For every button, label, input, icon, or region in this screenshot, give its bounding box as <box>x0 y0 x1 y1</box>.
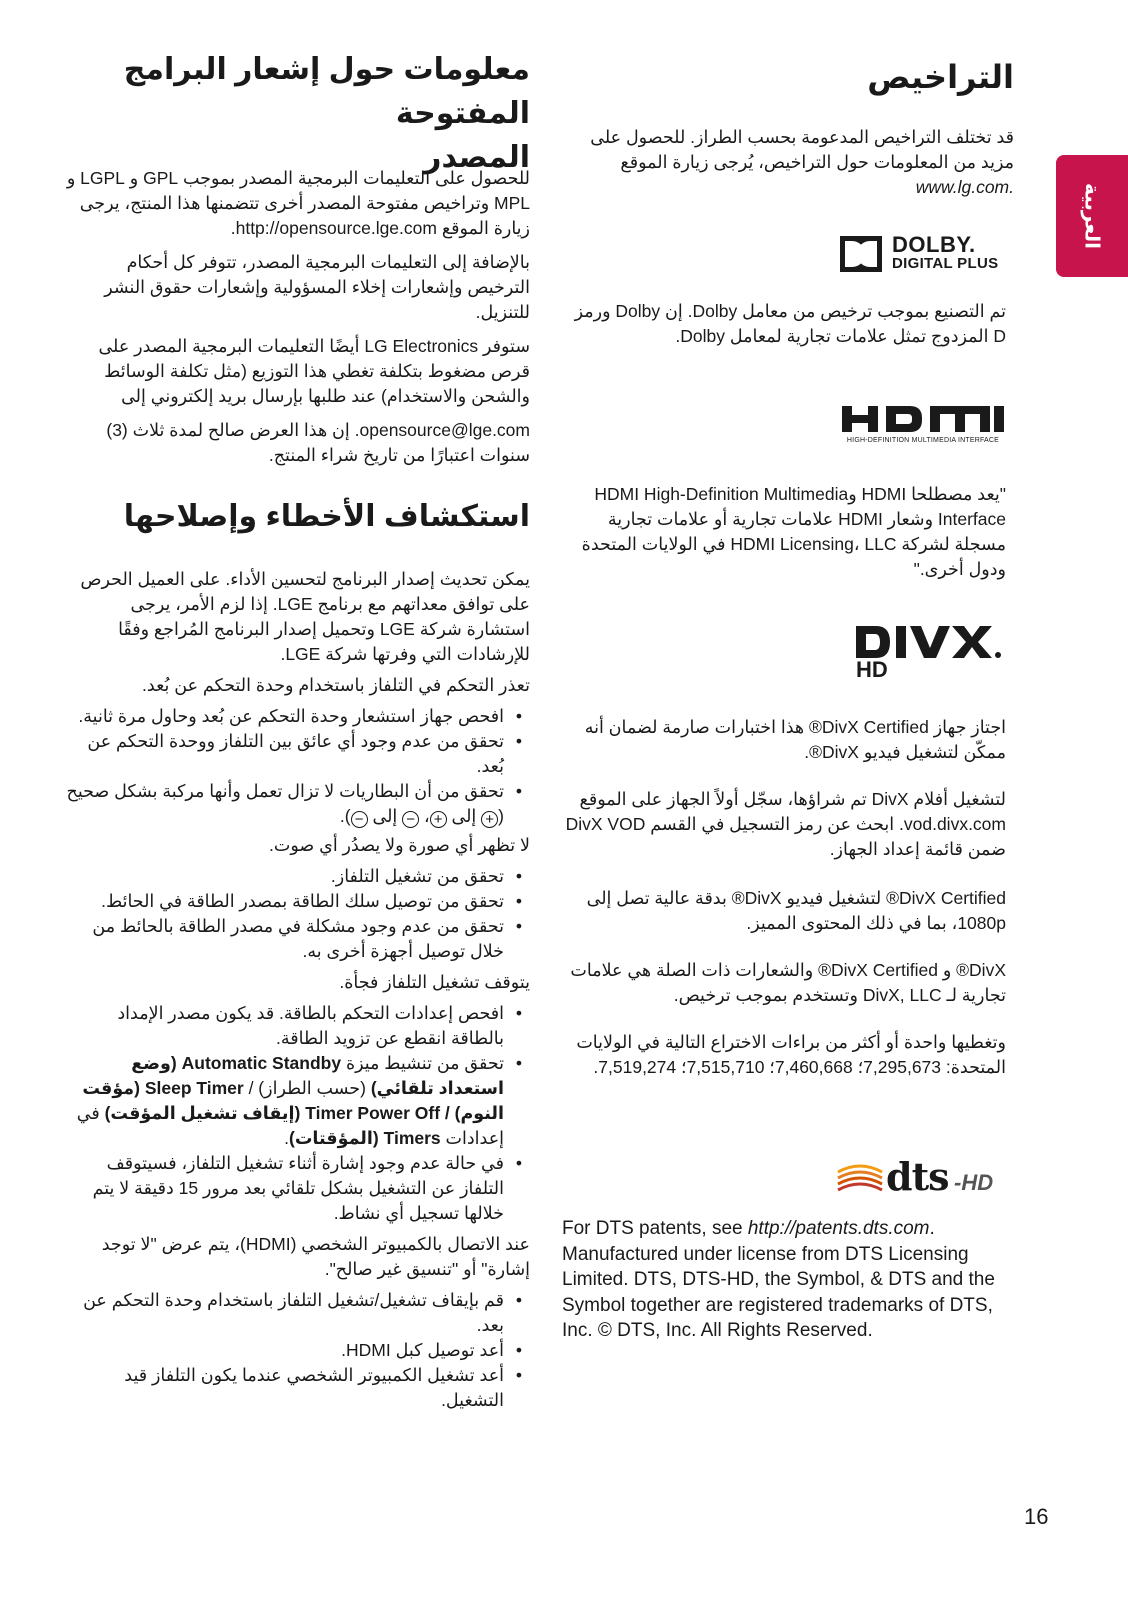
lg-url-link[interactable]: www.lg.com. <box>915 177 1014 197</box>
list-item: • أعد تشغيل الكمبيوتر الشخصي عندما يكون التلفاز قيد التشغيل. <box>66 1363 530 1413</box>
list-item: • تحقق من تشغيل التلفاز. <box>66 864 530 889</box>
dolby-text: تم التصنيع بموجب ترخيص من معامل Dolby. إن Dolby ورمز D المزدوج تمثل علامات تجارية لمعامل Dolby. <box>574 301 1006 346</box>
dts-symbol-icon <box>836 1164 884 1194</box>
standby-text-3: في إعدادات <box>76 1103 504 1148</box>
dts-logo-text: dts <box>886 1154 949 1199</box>
divx-para-4: DivX® و DivX Certified® والشعارات ذات الصلة هي علامات تجارية لـ DivX, LLC وتستخدم بموجب ترخيص. <box>570 960 1006 1005</box>
language-tab-label: العربية <box>1080 183 1103 249</box>
oss-para-1: للحصول على التعليمات البرمجية المصدر بموجب GPL و LGPL و MPL وتراخيص مفتوحة المصدر أخرى تتضمنها هذا المنتج، يرجى زيارة الموقع http://opensource.lge.com. <box>66 168 530 238</box>
hdmi-list <box>66 1288 530 1413</box>
trouble-intro: يمكن تحديث إصدار البرنامج لتحسين الأداء. على العميل الحرص على توافق معداتهم مع برنامج LGE. إذا لزم الأمر، يرجى استشارة شركة LGE وتحميل إصدار البرنامج المُراجع وفقًا للإرشادات التي وفرتها شركة LGE. <box>80 569 530 664</box>
hdmi-logo-sub: HIGH-DEFINITION MULTIMEDIA INTERFACE <box>846 437 1000 444</box>
dolby-logo-bottom: DIGITAL PLUS <box>892 255 999 272</box>
list-item: • في حالة عدم وجود إشارة أثناء تشغيل التلفاز، فسيتوقف التلفاز عن التشغيل بشكل تلقائي بعد مرور 15 دقيقة لا يتم خلالها تسجيل أي نشاط. <box>66 1151 530 1226</box>
divx-wordmark-icon <box>854 624 1004 660</box>
dts-text-b: . Manufactured under license from DTS Licensing Limited. DTS, DTS-HD, the Symbol, & DTS and the Symbol together are registered trademarks of DTS, Inc. © DTS, Inc. All Rights Reserved. <box>562 1218 995 1341</box>
dts-text-a: For DTS patents, see <box>562 1218 748 1239</box>
hdmi-text: "يعد مصطلحا HDMI وHDMI High-Definition Multimedia Interface وشعار HDMI علامات تجارية أو علامات تجارية مسجلة لشركة HDMI Licensing، LLC في الولايات المتحدة ودول أخرى." <box>581 484 1006 579</box>
standby-text-4: . <box>284 1128 290 1148</box>
dolby-double-d-icon <box>840 236 882 272</box>
no-picture-list <box>66 864 530 964</box>
hdmi-wordmark-icon <box>840 404 1006 434</box>
oss-body <box>66 166 530 468</box>
standby-bold-3: Timers (المؤقتات) <box>289 1128 441 1148</box>
battery-text: تحقق من أن البطاريات لا تزال تعمل وأنها مركبة بشكل صحيح ( <box>66 781 504 826</box>
remote-list <box>66 704 530 829</box>
troubleshooting-title: استكشاف الأخطاء وإصلاحها <box>123 500 530 533</box>
oss-para-2: بالإضافة إلى التعليمات البرمجية المصدر، تتوفر كل أحكام الترخيص وإشعارات إخلاء المسؤولية وإشعارات حقوق النشر للتنزيل. <box>104 252 530 322</box>
list-item: • تحقق من توصيل سلك الطاقة بمصدر الطاقة في الحائط. <box>66 889 530 914</box>
hdmi-logo <box>840 404 1006 448</box>
page-number: 16 <box>1024 1504 1049 1529</box>
intro-text: قد تختلف التراخيص المدعومة بحسب الطراز. للحصول على مزيد من المعلومات حول التراخيص، يُرجى زيارة الموقع <box>590 127 1014 172</box>
dts-logo-hd: -HD <box>954 1170 994 1195</box>
divx-section <box>562 715 1006 1080</box>
oss-title <box>66 48 530 180</box>
oss-title-line1: معلومات حول إشعار البرامج المفتوحة <box>123 53 530 130</box>
minus-icon: − <box>402 811 419 828</box>
oss-para-4: opensource@lge.com. إن هذا العرض صالح لمدة ثلاث (3) سنوات اعتبارًا من تاريخ شراء المنتج. <box>106 420 530 465</box>
language-tab[interactable] <box>1056 155 1128 277</box>
issue-heading-hdmi: عند الاتصال بالكمبيوتر الشخصي (HDMI)، يتم عرض "لا توجد إشارة" أو "تنسيق غير صالح". <box>101 1234 530 1279</box>
dts-patents-link[interactable]: http://patents.dts.com <box>747 1218 930 1239</box>
divx-para-2: لتشغيل أفلام DivX تم شراؤها، سجّل أولاً الجهاز على الموقع vod.divx.com. ابحث عن رمز التسجيل في القسم DivX VOD ضمن قائمة إعداد الجهاز. <box>565 789 1006 859</box>
dts-hd-logo <box>836 1154 1004 1199</box>
issue-heading-remote: تعذر التحكم في التلفاز باستخدام وحدة التحكم عن بُعد. <box>142 675 530 695</box>
divx-para-5: وتغطيها واحدة أو أكثر من براءات الاختراع التالية في الولايات المتحدة: 7,295,673؛ 7,460,668؛ 7,515,710؛ 7,519,274. <box>576 1032 1006 1077</box>
battery-sep: ، <box>419 806 430 826</box>
troubleshooting-body <box>66 567 530 1413</box>
list-item: • افحص جهاز استشعار وحدة التحكم عن بُعد وحاول مرة ثانية. <box>66 704 530 729</box>
licenses-intro-text <box>562 125 1014 200</box>
oss-title-line2: المصدر <box>424 141 530 174</box>
battery-to: إلى <box>367 806 403 826</box>
list-item: • قم بإيقاف تشغيل/تشغيل التلفاز باستخدام وحدة التحكم عن بعد. <box>66 1288 530 1338</box>
list-item: • تحقق من عدم وجود أي عائق بين التلفاز ووحدة التحكم عن بُعد. <box>66 729 530 779</box>
battery-end: ). <box>339 806 351 826</box>
list-item <box>66 779 530 829</box>
standby-bold-2: Sleep Timer (مؤقت النوم) / Timer Power Off (إيقاف تشغيل المؤقت) <box>82 1078 504 1123</box>
licenses-intro <box>562 125 1014 200</box>
list-item: • افحص إعدادات التحكم بالطاقة. قد يكون مصدر الإمداد بالطاقة انقطع عن تزويد الطاقة. <box>66 1001 530 1051</box>
licenses-title: التراخيص <box>867 59 1014 95</box>
minus-icon: − <box>351 811 368 828</box>
divx-para-1: اجتاز جهاز DivX Certified® هذا اختبارات صارمة لضمان أنه ممكّن لتشغيل فيديو DivX®. <box>584 717 1006 762</box>
battery-to: إلى <box>446 806 482 826</box>
list-item <box>66 1051 530 1151</box>
divx-logo <box>854 624 1004 684</box>
list-item: • تحقق من عدم وجود مشكلة في مصدر الطاقة بالحائط من خلال توصيل أجهزة أخرى به. <box>66 914 530 964</box>
issue-heading-no-picture: لا تظهر أي صورة ولا يصدُر أي صوت. <box>269 835 530 855</box>
standby-text-1: تحقق من تنشيط ميزة <box>341 1053 504 1073</box>
dolby-logo <box>840 234 1006 274</box>
oss-para-3: ستوفر LG Electronics أيضًا التعليمات البرمجية المصدر على قرص مضغوط بتكلفة تغطي هذا التوزيع (مثل تكلفة الوسائط والشحن والاستخدام) عند طلبها بإرسال بريد إلكتروني إلى <box>98 336 530 406</box>
divx-para-3: DivX Certified® لتشغيل فيديو DivX® بدقة عالية تصل إلى 1080p، بما في ذلك المحتوى المميز. <box>586 888 1006 933</box>
divx-logo-sub: HD <box>856 657 888 682</box>
list-item: • أعد توصيل كبل HDMI. <box>66 1338 530 1363</box>
standby-bold-1: Automatic Standby (وضع استعداد تلقائي) <box>131 1053 504 1098</box>
dts-text <box>562 1216 1002 1344</box>
plus-icon: + <box>430 811 447 828</box>
dolby-logo-top: DOLBY. <box>892 232 976 257</box>
plus-icon: + <box>481 811 498 828</box>
shutdown-list <box>66 1001 530 1226</box>
standby-text-2: (حسب الطراز) / <box>243 1078 371 1098</box>
issue-heading-shutdown: يتوقف تشغيل التلفاز فجأة. <box>339 972 530 992</box>
